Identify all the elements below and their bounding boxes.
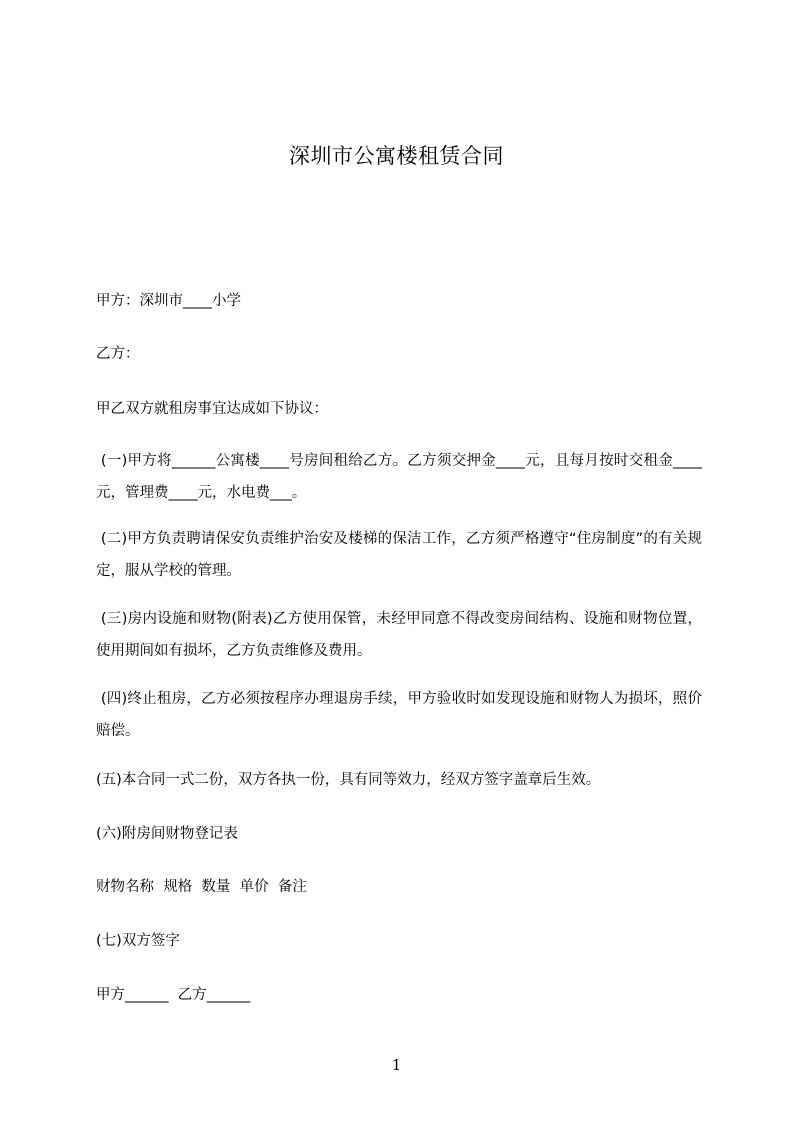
clause-7: (七)双方签字 xyxy=(96,933,180,949)
clause-5: (五)本合同一式二份，双方各执一份，具有同等效力，经双方签字盖章后生效。 xyxy=(96,772,601,788)
agreement-intro: 甲乙双方就租房事宜达成如下协议： xyxy=(96,401,328,417)
signature-line: 甲方______ 乙方______ xyxy=(96,987,251,1003)
clause-3: (三)房内设施和财物(附表)乙方使用保管，未经甲同意不得改变房间结构、设施和财物位置，使用期间如有损坏，乙方负责维修及费用。 xyxy=(96,611,703,659)
document-title: 深圳市公寓楼租赁合同 xyxy=(289,144,504,168)
party-a-line: 甲方：深圳市____小学 xyxy=(96,293,241,309)
party-b-line: 乙方： xyxy=(96,346,140,362)
clause-1: (一)甲方将______公寓楼____号房间租给乙方。乙方须交押金____元，且每月按时交租金____元，管理费____元，水电费___。 xyxy=(96,453,703,501)
clause-4: (四)终止租房，乙方必须按程序办理退房手续，甲方验收时如发现设施和财物人为损坏，照价赔偿。 xyxy=(96,691,703,739)
clause-2: (二)甲方负责聘请保安负责维护治安及楼梯的保洁工作，乙方须严格遵守“住房制度”的有关规定，服从学校的管理。 xyxy=(96,531,703,579)
page-number: 1 xyxy=(391,1056,402,1074)
clause-6: (六)附房间财物登记表 xyxy=(96,826,238,842)
property-table-header: 财物名称 规格 数量 单价 备注 xyxy=(96,879,307,895)
